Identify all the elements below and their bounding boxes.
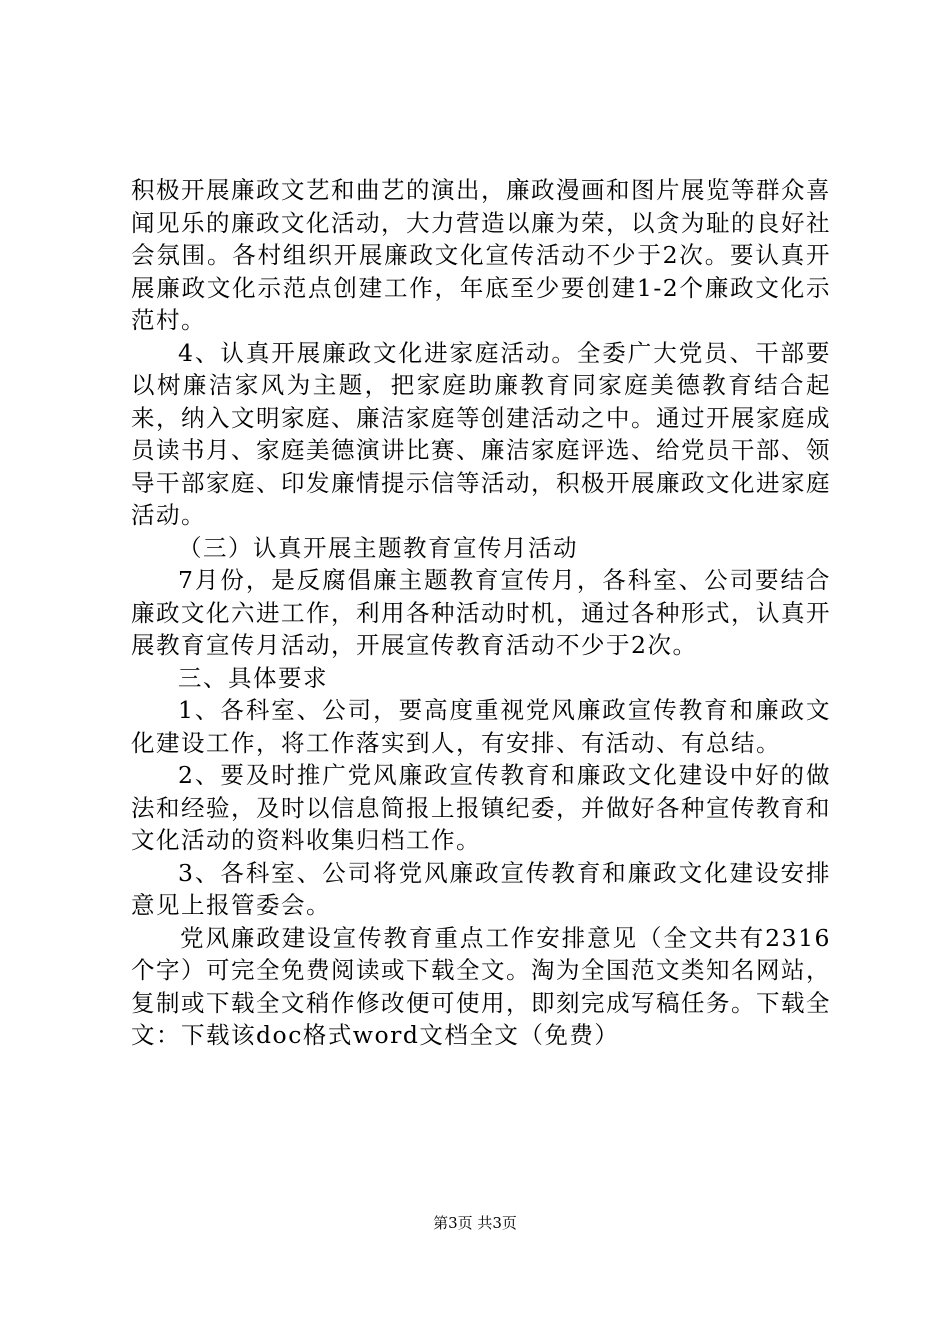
section-heading-3: （三）认真开展主题教育宣传月活动 — [178, 533, 578, 562]
paragraph-july: 7月份，是反腐倡廉主题教育宣传月，各科室、公司要结合廉政文化六进工作，利用各种活动时机，通过各种形式，认真开展教育宣传月活动，开展宣传教育活动不少于2次。 — [131, 566, 831, 659]
paragraph-download-notice: 党风廉政建设宣传教育重点工作安排意见（全文共有2316个字）可完全免费阅读或下载全文。淘为全国范文类知名网站，复制或下载全文稍作修改便可使用，即刻完成写稿任务。下载全文：下载该doc格式word文档全文（免费） — [131, 923, 831, 1049]
paragraph-requirement-2: 2、要及时推广党风廉政宣传教育和廉政文化建设中好的做法和经验，及时以信息简报上报镇纪委，并做好各种宣传教育和文化活动的资料收集归档工作。 — [131, 761, 831, 854]
page-footer: 第3页 共3页 — [433, 1214, 517, 1232]
section-heading-requirements: 三、具体要求 — [178, 663, 328, 692]
paragraph-item-4: 4、认真开展廉政文化进家庭活动。全委广大党员、干部要以树廉洁家风为主题，把家庭助廉教育同家庭美德教育结合起来，纳入文明家庭、廉洁家庭等创建活动之中。通过开展家庭成员读书月、家庭美德演讲比赛、廉洁家庭评选、给党员干部、领导干部家庭、印发廉情提示信等活动，积极开展廉政文化进家庭活动。 — [131, 338, 831, 529]
paragraph-continuation: 积极开展廉政文艺和曲艺的演出，廉政漫画和图片展览等群众喜闻见乐的廉政文化活动，大力营造以廉为荣，以贪为耻的良好社会氛围。各村组织开展廉政文化宣传活动不少于2次。要认真开展廉政文化示范点创建工作，年底至少要创建1-2个廉政文化示范村。 — [131, 176, 831, 334]
paragraph-requirement-1: 1、各科室、公司，要高度重视党风廉政宣传教育和廉政文化建设工作，将工作落实到人，有安排、有活动、有总结。 — [131, 696, 831, 757]
paragraph-requirement-3: 3、各科室、公司将党风廉政宣传教育和廉政文化建设安排意见上报管委会。 — [131, 858, 831, 919]
document-body — [131, 174, 831, 1052]
